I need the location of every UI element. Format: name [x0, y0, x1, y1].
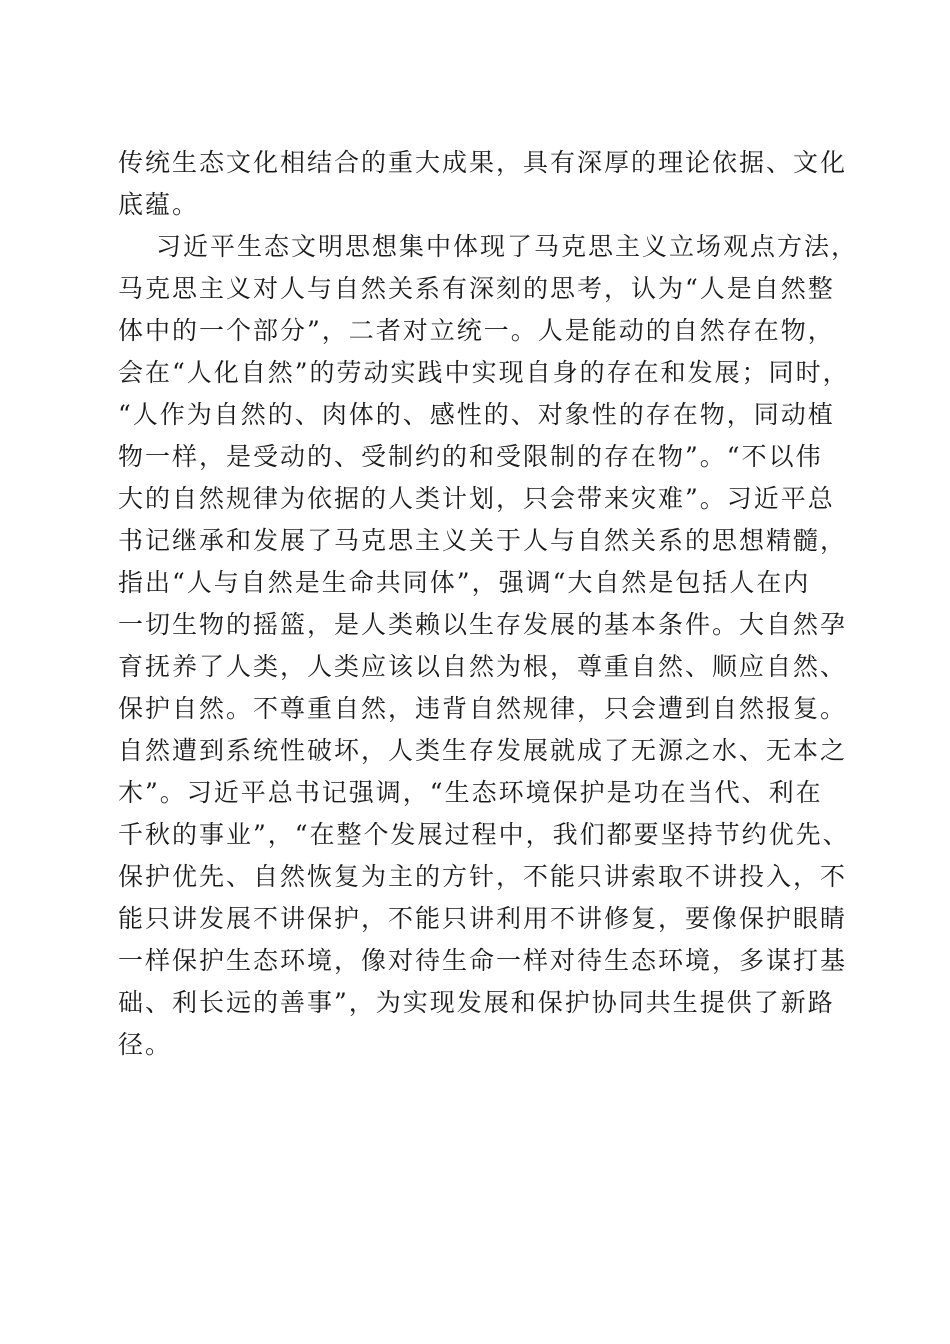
body-text: [118, 142, 859, 1066]
text-line: 育抚养了人类，人类应该以自然为根，尊重自然、顺应自然、: [118, 652, 848, 681]
text-line: 保护优先、自然恢复为主的方针，不能只讲索取不讲投入，不: [118, 862, 848, 891]
text-line: 大的自然规律为依据的人类计划，只会带来灾难”。习近平总: [118, 484, 835, 513]
text-line: 自然遭到系统性破坏，人类生存发展就成了无源之水、无本之: [118, 736, 848, 765]
text-line: 础、利长远的善事”，为实现发展和保护协同共生提供了新路: [118, 988, 835, 1017]
text-line: 会在“人化自然”的劳动实践中实现自身的存在和发展；同时，: [118, 358, 850, 387]
text-line: 径。: [118, 1030, 173, 1059]
text-line: 马克思主义对人与自然关系有深刻的思考，认为“人是自然整: [118, 274, 835, 303]
text-line: 书记继承和发展了马克思主义关于人与自然关系的思想精髓，: [118, 526, 848, 555]
text-line: 指出“人与自然是生命共同体”，强调“大自然是包括人在内: [118, 568, 811, 597]
text-line: 物一样，是受动的、受制约的和受限制的存在物”。“不以伟: [118, 442, 823, 471]
text-line: 传统生态文化相结合的重大成果，具有深厚的理论依据、文化: [118, 148, 848, 177]
text-line: 一切生物的摇篮，是人类赖以生存发展的基本条件。大自然孕: [118, 610, 848, 639]
text-line: 木”。习近平总书记强调，“生态环境保护是功在当代、利在: [118, 778, 823, 807]
paragraph-first-line: 习近平生态文明思想集中体现了马克思主义立场观点方法，: [156, 232, 859, 261]
text-line: “人作为自然的、肉体的、感性的、对象性的存在物，同动植: [118, 400, 835, 429]
text-line: 能只讲发展不讲保护，不能只讲利用不讲修复，要像保护眼睛: [118, 904, 848, 933]
text-line: 保护自然。不尊重自然，违背自然规律，只会遭到自然报复。: [118, 694, 848, 723]
text-line: 千秋的事业”，“在整个发展过程中，我们都要坚持节约优先、: [118, 820, 850, 849]
text-line: 底蕴。: [118, 190, 200, 219]
text-line: 体中的一个部分”，二者对立统一。人是能动的自然存在物，: [118, 316, 835, 345]
text-line: 一样保护生态环境，像对待生命一样对待生态环境，多谋打基: [118, 946, 848, 975]
